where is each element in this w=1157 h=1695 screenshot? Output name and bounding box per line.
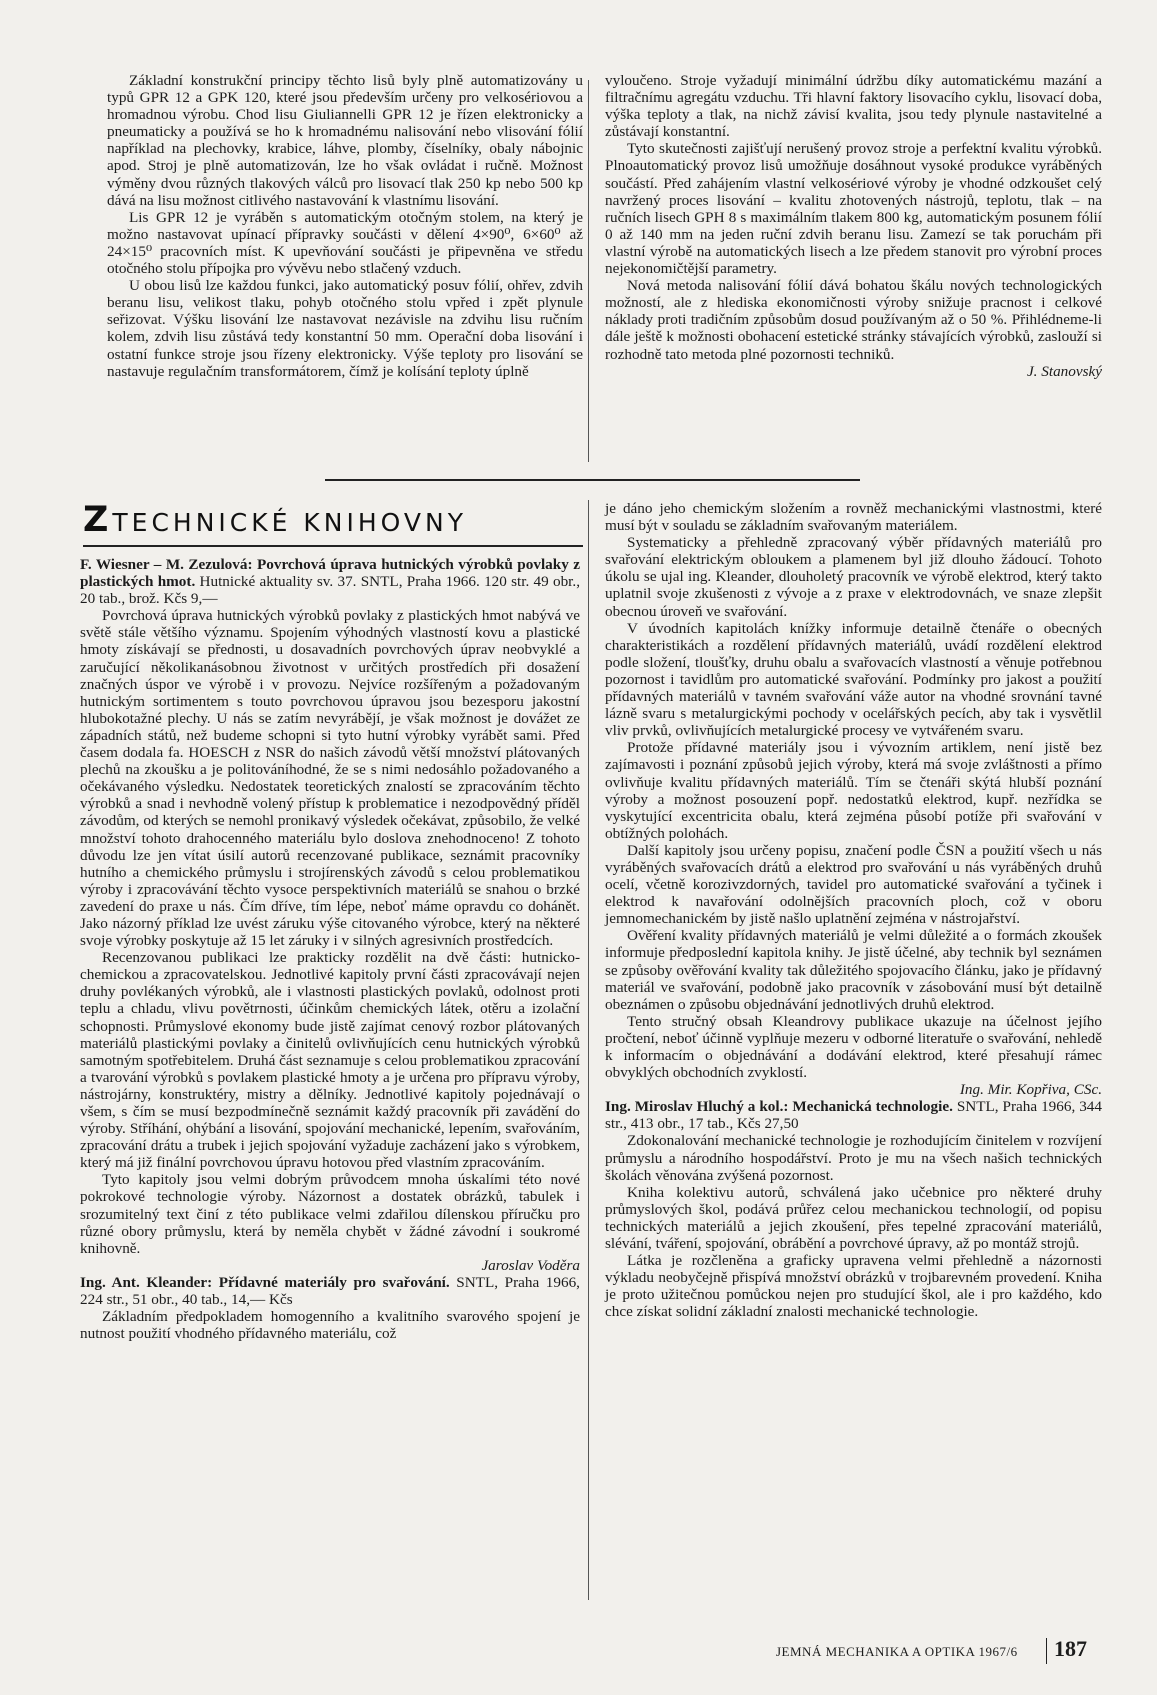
review-citation <box>80 1274 580 1308</box>
page-footer <box>760 1636 1100 1666</box>
paragraph: Základní konstrukční principy těchto lisů byly plně automatizovány u typů GPR 12 a GPK 120, které jsou především určeny pro velkosériovou a hromadnou výrobu. Chod lisu Giuliannelli GPR 12 je řízen elektronicky a pneumaticky a používá se ho k hromadnému nalisování nebo vlisování fólií například na plechovky, krabice, láhve, plomby, číselníky, obaly nábojnic apod. Stroj je plně automatizován, lze ho však ovládat i ručně. Možnost výměny dvou různých tlakových válců pro lisovací tlak 250 kp nebo 500 kp dává na lisu možnost citlivého nastavování k vlastnímu lisování. <box>107 72 583 209</box>
review-citation-title: Ing. Miroslav Hluchý a kol.: Mechanická technologie. <box>605 1098 953 1116</box>
paragraph: V úvodních kapitolách knížky informuje detailně čtenáře o obecných charakteristikách a rozdělení přídavných materiálů, uvádí rozdělení elektrod podle složení, tloušťky, druhu obalu a svařovacích vlastností a věnuje potřebnou pozornost i tavidlům pro automatické svařování. Podmínky pro jakost a použití přídavných materiálů v tavném svařování váže autor na vhodné srovnání tavné lázně svaru s metalurgickými pochody v ocelářských pecích, aby tak i vysvětlil vliv prvků, ovlivňujících metalurgické procesy ve vytvářeném svaru. <box>605 619 1102 740</box>
column-divider <box>588 80 589 462</box>
reviews-right-column <box>605 500 1102 1321</box>
article-continuation-right <box>605 72 1102 380</box>
paragraph: Základním předpokladem homogenního a kvalitního svarového spojení je nutnost použití vhodného přídavného materiálu, což <box>80 1308 580 1343</box>
section-heading-initial: Z <box>83 500 109 540</box>
paragraph: Zdokonalování mechanické technologie je rozhodujícím činitelem v rozvíjení průmyslu a národního hospodářství. Proto je mu na všech našich technických školách věnována zvýšená pozornost. <box>605 1132 1102 1184</box>
review-citation-title: F. Wiesner – M. Zezulová: Povrchová úprava hutnických výrobků povlaky z plastických hmot. <box>80 556 580 591</box>
paragraph: Lis GPR 12 je vyráběn s automatickým otočným stolem, na který je možno nastavovat upínací přípravky součásti v dělení 4×90⁰, 6×60⁰ až 24×15⁰ pracovních míst. K upevňování součásti je připevněna ve středu otočného stolu přípojka pro vývěvu nebo stlačený vzduch. <box>107 208 583 278</box>
column-divider <box>588 500 589 1600</box>
paragraph: je dáno jeho chemickým složením a rovněž mechanickými vlastnostmi, které musí být v souladu se základním svařovaným materiálem. <box>605 500 1102 535</box>
review-citation-details: SNTL, Praha 1966, 344 str., 413 obr., 17 tab., Kčs 27,50 <box>605 1098 1102 1133</box>
paragraph: Tyto kapitoly jsou velmi dobrým průvodcem mnoha úskalími této nové pokrokové technologie výroby. Názornost a dostatek obrázků, tabulek i srozumitelný text činí z této publikace velmi zdařilou dílenskou příručku pro různé obory průmyslu, která by neměla chybět v žádné závodní i soukromé knihovně. <box>80 1171 580 1257</box>
paragraph: Další kapitoly jsou určeny popisu, značení podle ČSN a použití všech u nás vyráběných svařovacích drátů a elektrod pro svařování u nás vyráběných druhů ocelí, včetně korozivzdorných, tavidel pro automatické svařování a tyčinek i elektrod k navařování odolnějších pracovních ploch, což v oboru jemnomechanickém by jistě našlo uplatnění zejména v nástrojařství. <box>605 841 1102 928</box>
reviewer-signature: Ing. Mir. Kopřiva, CSc. <box>959 1081 1102 1099</box>
journal-name: JEMNÁ MECHANIKA A OPTIKA 1967/6 <box>776 1644 1018 1659</box>
review-citation-details: SNTL, Praha 1966, 224 str., 51 obr., 40 tab., 14,— Kčs <box>80 1273 580 1309</box>
paragraph: Ověření kvality přídavných materiálů je velmi důležité a o formách zkoušek informuje předposlední kapitola knihy. Je jistě účelné, aby technik byl seznámen se způsoby ověřování kvality tak důležitého spojovacího článku, jako je přídavný materiál ve svařování, podobně jako pracovník v zásobování musí být detailně obeznámen o způsobu objednávání jednotlivých druhů elektrod. <box>605 927 1102 1013</box>
paragraph: Recenzovanou publikaci lze prakticky rozdělit na dvě části: hutnicko-chemickou a zpracovatelskou. Jednotlivé kapitoly první části zpracovávají nejen druhy povlékaných výrobků, ale i vlastnosti plastických povlaků, odolnost proti teplu a chladu, vlivu povětrnosti, účinkům chemických látek, otěru a izolační schopnosti. Průmyslové ekonomy bude jistě zajímat cenový rozbor plátovaných materiálů plastickými povlaky a činitelů ovlivňujících cenu hutnických výrobků samotným spotřebitelem. Druhá část seznamuje s celou problematikou zpracování a tvarování výrobků s povlakem plastické hmoty a je určena pro přípravu výroby, nástrojárny, konstruktéry, mistry a dělníky. Jednotlivé kapitoly pojednávají o všem, s čím se musí bezpodmínečně seznámit každý pracovník při zavádění do výroby. Stříhání, ohýbání a lisování, spojování mechanické, lepením, svařováním, zpracování drátu a trubek i jejich spojování vyžaduje zacházení jako s výrobkem, který má již finální povrchovou úpravu hotovou před vlastním zpracováním. <box>80 949 580 1172</box>
footer-divider <box>1046 1638 1047 1664</box>
review-citation-title: Ing. Ant. Kleander: Přídavné materiály pro svařování. <box>80 1273 450 1291</box>
review-citation-details: Hutnické aktuality sv. 37. SNTL, Praha 1966. 120 str. 49 obr., 20 tab., brož. Kčs 9,— <box>80 573 580 608</box>
section-heading <box>83 500 583 540</box>
paragraph: Látka je rozčleněna a graficky upravena velmi přehledně a názornosti výkladu neobyčejně přispívá množství obrázků v trojbarevném provedení. Kniha je proto užitečnou pomůckou nejen pro studující škol, ale i pro každého, kdo chce získat solidní základní znalosti mechanické technologie. <box>605 1252 1102 1321</box>
paragraph: vyloučeno. Stroje vyžadují minimální údržbu díky automatickému mazání a filtračnímu agregátu vzduchu. Tři hlavní faktory lisovacího cyklu, lisovací doba, výška teploty a tlak, na nichž závisí kvalita, jsou tedy plynule nastavitelné a zůstávají konstantní. <box>605 72 1102 141</box>
paragraph: Systematicky a přehledně zpracovaný výběr přídavných materiálů pro svařování elektrickým obloukem a plamenem byl již dlouho žádoucí. Tohoto úkolu se ujal ing. Kleander, dlouholetý pracovník ve výrobě elektrod, který takto uplatnil svoje zkušenosti z vývoje a z praxe v elektrodovnách, ve snaze zlepšit obecnou úroveň ve svařování. <box>605 534 1102 620</box>
review-citation <box>605 1098 1102 1132</box>
reviewer-signature: Jaroslav Voděra <box>481 1256 580 1274</box>
page-number: 187 <box>1054 1636 1087 1661</box>
section-divider <box>325 479 860 481</box>
article-continuation-left <box>107 72 583 380</box>
paragraph: U obou lisů lze každou funkci, jako automatický posuv fólií, ohřev, zdvih beranu lisu, velikost tlaku, pohyb otočného stolu vpřed i zpět plynule seřizovat. Výšku lisování lze nastavovat nezávisle na zdvihu lisu ručním kolem, zdvih lisu zůstává tedy konstantní 50 mm. Operační doba lisování i ostatní funkce stroje jsou řízeny elektronicky. Výše teploty pro lisování se nastavuje regulačním transformátorem, čímž je kolísání teploty úplně <box>107 277 583 380</box>
section-heading-text: TECHNICKÉ KNIHOVNY <box>112 508 467 537</box>
paragraph: Kniha kolektivu autorů, schválená jako učebnice pro některé druhy průmyslových škol, podává průřez celou mechanickou technologií, od popisu technických materiálů a jejich zkoušení, přes tepelné zpracování materiálů, slévání, tváření, spojování, obrábění a povrchové úpravy, až po montáž strojů. <box>605 1183 1102 1253</box>
review-citation <box>80 556 580 607</box>
paragraph: Povrchová úprava hutnických výrobků povlaky z plastických hmot nabývá ve světě stále většího významu. Spojením výhodných vlastností kovu a plastické hmoty získávají se přednosti, u dosavadních povrchových úprav neobvyklé a zaručující několikanásobnou životnost v určitých prostředích při dosažení značných úspor ve výrobě i v provozu. Nejvíce rozšířeným a požadovaným hutnickým sortimentem s touto povrchovou úpravou jsou bezesporu jakostní hlubokotažné plechy. U nás se zatím nevyrábějí, je však možnost je dovážet ze západních států, než budeme schopni si tyto hutní výrobky vyrábět sami. Před časem dodala fa. HOESCH z NSR do našich závodů větší množství plátovaných plechů na zkoušku a je politováníhodné, že se s nimi nedosáhlo požadovaného a očekávaného výsledku. Nedostatek teoretických znalostí se zpracováním těchto výrobků a snad i nevhodně volený přístup k problematice i nezodpovědný příděl závodům, od kterých se nemohl pronikavý výsledek očekávat, způsobilo, že velké množství tohoto drahocenného materiálu bylo doslova znehodnoceno! Z tohoto důvodu lze jen vítat úsilí autorů recenzované publikace, seznámit pracovníky hutního a chemického průmyslu i strojírenských závodů s celou problematikou výroby i zpracovávání těchto vysoce perspektivních materiálů se snahou o brzké zavedení do praxe u nás. Čím dříve, tím lépe, neboť máme opravdu co dohánět. Jako názorný příklad lze uvést záruku výše citovaného výrobce, který na některé svoje výrobky poskytuje až 15 let záruky i v silných agresivních prostředcích. <box>80 607 580 950</box>
paragraph: Tyto skutečnosti zajišťují nerušený provoz stroje a perfektní kvalitu výrobků. Plnoautomatický provoz lisů umožňuje dosáhnout vysoké produkce vyráběných součástí. Před zahájením vlastní velkosériové výroby je vhodné odzkoušet celý navržený proces lisování – kvalitu zhotovených nástrojů, teplotu, tlak – na ručních lisech GPH 8 s maximálním tlakem 800 kg, automatickým posunem fólií 0 až 140 mm na jeden ruční zdvih beranu lisu. Zamezí se tak poruchám při vlastní výrobě na automatických lisech a lze předem stanovit pro výrobní proces nejekonomičtější parametry. <box>605 140 1102 278</box>
paragraph: Nová metoda nalisování fólií dává bohatou škálu nových technologických možností, ale z hlediska ekonomičnosti výroby snižuje pracnost i celkové náklady proti tradičním způsobům dosud používaným až o 50 %. Přihlédneme-li dále ještě k možnosti obohacení estetické stránky stávajících výrobků, zaslouží si rozhodně tato metoda plné pozornosti techniků. <box>605 277 1102 363</box>
paragraph: Tento stručný obsah Kleandrovy publikace ukazuje na účelnost jejího pročtení, neboť účinně vyplňuje mezeru v odborné literatuře o svařování, nehledě k informacím o objednávání a dodávání elektrod, které přesahují rámec obvyklých obchodních zvyklostí. <box>605 1012 1102 1082</box>
author-signature: J. Stanovský <box>1026 362 1102 380</box>
reviews-left-column <box>80 556 580 1342</box>
paragraph: Protože přídavné materiály jsou i vývozním artiklem, není jistě bez zajímavosti i poznání způsobů jejich výroby, která má svoje zvláštnosti a přímo ovlivňuje kvalitu přídavných materiálů. Tím se čtenáři skýtá hlubší poznání výroby a možnost posouzení popř. nedostatků elektrod, kupř. nezřídka se vyskytující excentricita obalu, která zejména působí potíže při svařování v obtížných polohách. <box>605 739 1102 842</box>
